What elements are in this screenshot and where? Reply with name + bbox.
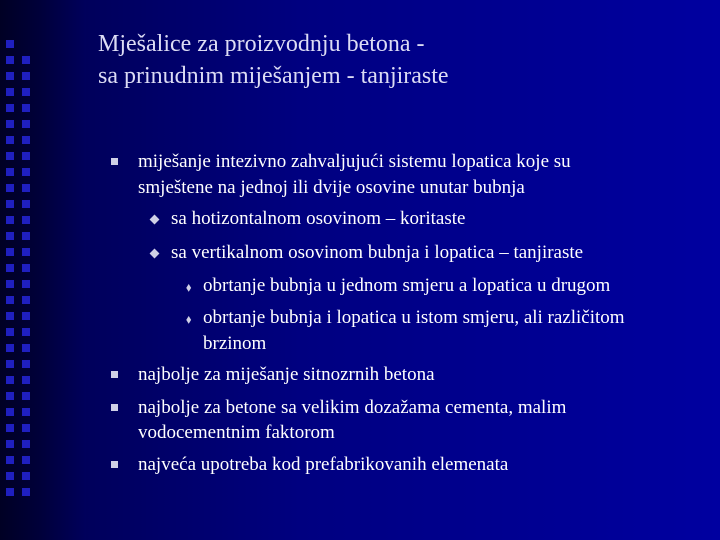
sub-sub-item-2-line-2: brzinom [203,333,267,354]
decorative-squares [22,56,30,504]
decorative-squares [6,40,14,504]
sub-item-1: sa hotizontalnom osovinom – koritaste [171,208,466,229]
square-bullet-icon [111,158,118,165]
bullet-item-1-line-2: smještene na jednoj ili dvije osovine unutar bubnja [138,177,525,198]
slide-title [98,28,698,92]
t-bullet-icon: ⬧ [186,312,192,326]
bullet-item-2: najbolje za miješanje sitnozrnih betona [138,364,435,385]
left-decorative-strip [0,0,86,540]
bullet-item-3-line-2: vodocementnim faktorom [138,422,335,443]
bullet-item-4: najveća upotreba kod prefabrikovanih elemenata [138,454,509,475]
title-line-1: Mješalice za proizvodnju betona - [98,31,425,57]
sub-sub-item-1: obrtanje bubnja u jednom smjeru a lopatica u drugom [203,275,611,296]
sub-sub-item-2-line-1: obrtanje bubnja i lopatica u istom smjeru, ali različitom [203,307,625,328]
bullet-item-1-line-1: miješanje intezivno zahvaljujući sistemu lopatica koje su [138,151,571,172]
diamond-bullet-icon [150,249,160,259]
bullet-item-3-line-1: najbolje za betone sa velikim dozažama cementa, malim [138,397,567,418]
diamond-bullet-icon [150,215,160,225]
square-bullet-icon [111,404,118,411]
t-bullet-icon: ⬧ [186,280,192,294]
square-bullet-icon [111,371,118,378]
square-bullet-icon [111,461,118,468]
title-line-2: sa prinudnim miješanjem - tanjiraste [98,63,449,89]
sub-item-2: sa vertikalnom osovinom bubnja i lopatica – tanjiraste [171,242,584,263]
